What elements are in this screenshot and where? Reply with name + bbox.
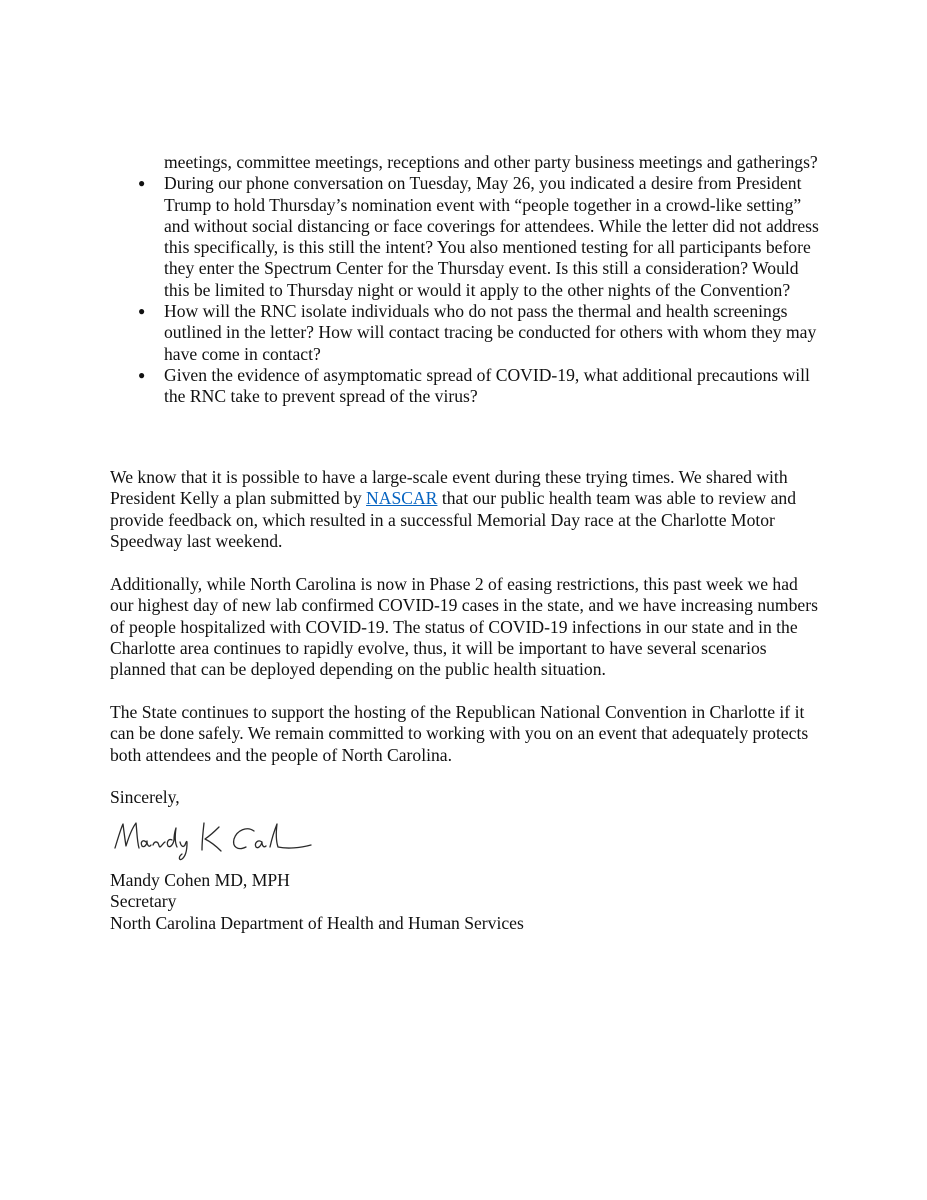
signature-block	[110, 870, 524, 934]
list-item-text: During our phone conversation on Tuesday, May 26, you indicated a desire from President Trump to hold Thursday’s nomination event with “people together in a crowd-like setting” and without social distancing or face coverings for attendees. While the letter did not address this specifically, is this still the intent? You also mentioned testing for all participants before they enter the Spectrum Center for the Thursday event. Is this still a consideration? Would this be limited to Thursday night or would it apply to the other nights of the Convention?	[164, 173, 819, 300]
bullet-icon: ●	[138, 304, 146, 319]
paragraph-text: We know that it is possible to have a large-scale event during these trying times. We shared with President Kelly a plan submitted by	[110, 467, 788, 509]
list-item-continuation	[138, 152, 828, 173]
list-item	[138, 301, 828, 365]
bullet-icon: ●	[138, 176, 146, 191]
paragraph-nascar	[110, 467, 825, 552]
paragraph-text: that our public health team was able to review and provide feedback on, which resulted in a successful Memorial Day race at the Charlotte Motor Speedway last weekend.	[110, 488, 797, 551]
paragraph-support: The State continues to support the hosting of the Republican National Convention in Charlotte if it can be done safely. We remain committed to working with you on an event that adequately protects both attendees and the people of North Carolina.	[110, 702, 809, 765]
closing-salutation: Sincerely,	[110, 787, 180, 807]
list-item-text: How will the RNC isolate individuals who do not pass the thermal and health screenings outlined in the letter? How will contact tracing be conducted for others with whom they may have come in contact?	[164, 301, 817, 364]
signer-organization: North Carolina Department of Health and Human Services	[110, 912, 524, 933]
list-item	[138, 173, 828, 301]
list-item-text: meetings, committee meetings, receptions and other party business meetings and gatherings?	[164, 152, 818, 172]
list-item	[138, 365, 828, 408]
signer-title: Secretary	[110, 891, 177, 912]
question-list	[138, 152, 828, 408]
nascar-link[interactable]: NASCAR	[366, 488, 438, 509]
paragraph-phase-2: Additionally, while North Carolina is now in Phase 2 of easing restrictions, this past week we had our highest day of new lab confirmed COVID-19 cases in the state, and we have increasing numbers of people hospitalized with COVID-19. The status of COVID-19 infections in our state and in the Charlotte area continues to rapidly evolve, thus, it will be important to have several scenarios planned that can be deployed depending on the public health situation.	[110, 574, 818, 680]
handwritten-signature	[112, 818, 322, 862]
bullet-icon: ●	[138, 367, 146, 382]
signer-name: Mandy Cohen MD, MPH	[110, 870, 290, 890]
list-item-text: Given the evidence of asymptomatic spread of COVID-19, what additional precautions will the RNC take to prevent spread of the virus?	[164, 364, 810, 407]
